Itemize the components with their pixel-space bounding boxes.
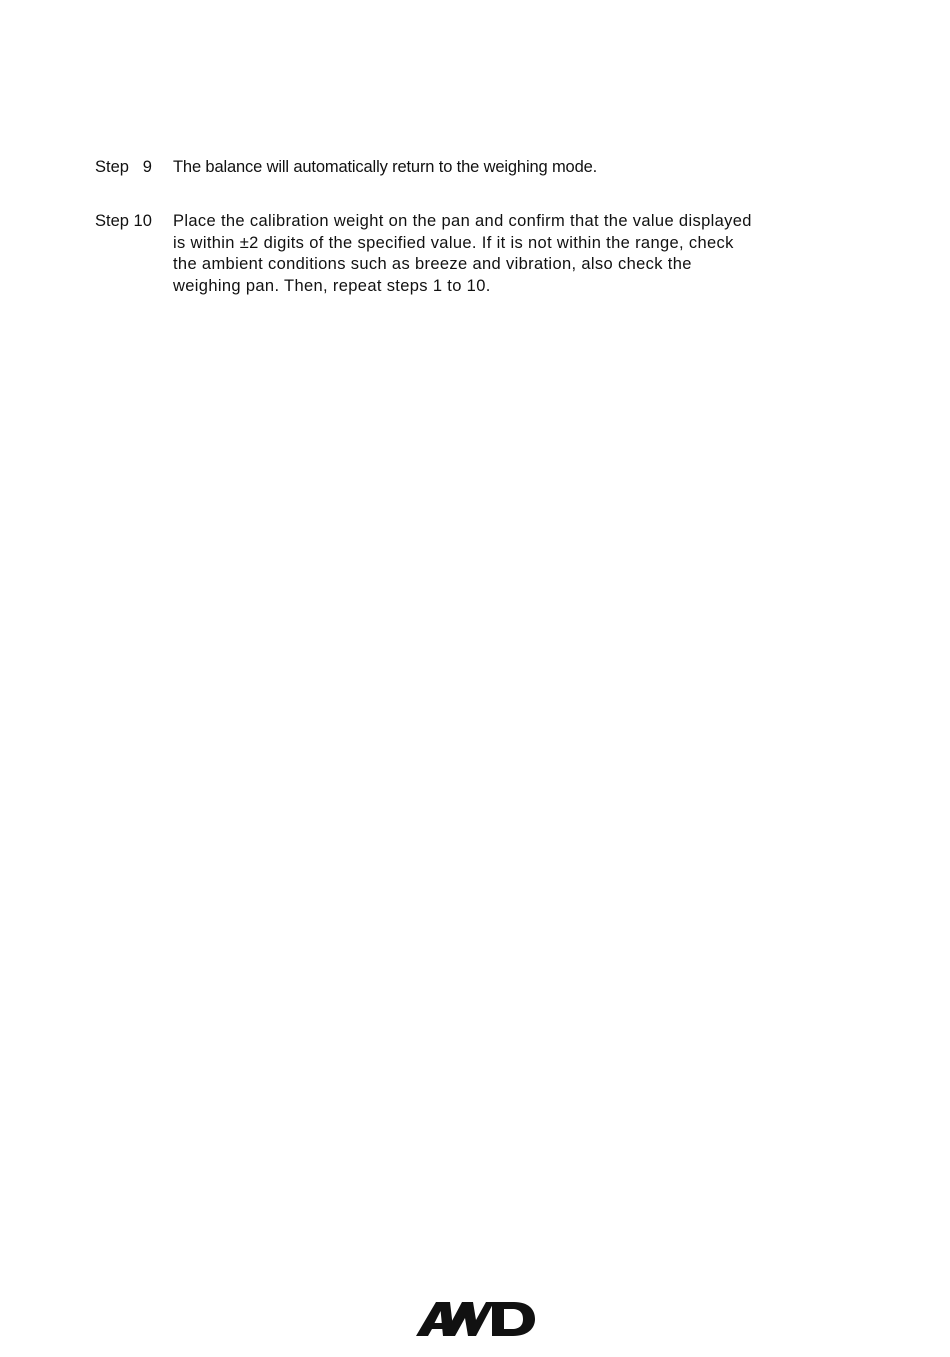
step-text-line: the ambient conditions such as breeze and vibration, also check the: [173, 255, 692, 273]
step-10-label: [95, 211, 152, 233]
step-text-line: weighing pan. Then, repeat steps 1 to 10.: [173, 276, 491, 295]
step-number: 9: [142, 158, 152, 176]
step-word: Step: [95, 158, 129, 176]
step-text-line: The balance will automatically return to the weighing mode.: [173, 158, 598, 176]
step-number: 10: [133, 212, 152, 230]
step-word: Step: [95, 212, 129, 230]
step-9-text: [173, 157, 597, 179]
and-logo: [414, 1300, 536, 1338]
step-text-line: is within ±2 digits of the specified value. If it is not within the range, check: [173, 233, 734, 252]
step-9-label: [95, 157, 152, 179]
step-10-text: [173, 211, 752, 297]
step-text-line: Place the calibration weight on the pan and confirm that the value displayed: [173, 212, 752, 230]
